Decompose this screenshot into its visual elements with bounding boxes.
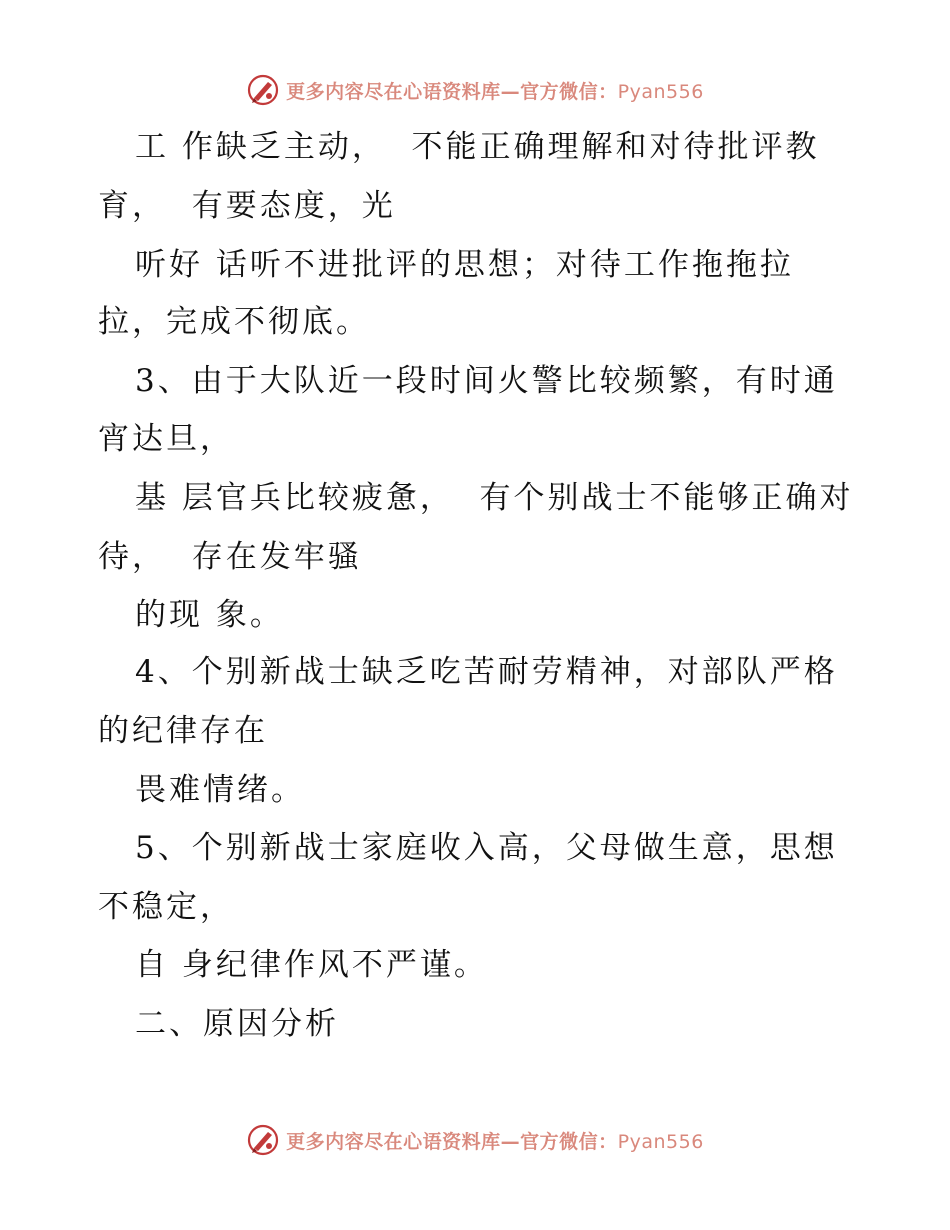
paragraph-line: 基 层官兵比较疲惫， 有个别战士不能够正确对: [135, 480, 854, 516]
footer-watermark: [0, 1120, 950, 1160]
paragraph-line: 听好 话听不进批评的思想；对待工作拖拖拉: [135, 247, 794, 283]
paragraph-line: 宵达旦，: [98, 421, 234, 457]
paragraph-line: 待， 存在发牢骚: [98, 539, 362, 575]
section-heading: 二、原因分析: [135, 1006, 339, 1042]
watermark-text: 更多内容尽在心语资料库—官方微信：Pyan556: [286, 80, 704, 103]
paragraph-line: 3、由于大队近一段时间火警比较频繁，有时通: [135, 363, 838, 399]
paragraph-line: 的纪律存在: [98, 713, 268, 749]
paragraph-line: 的现 象。: [135, 597, 284, 633]
watermark-text: 更多内容尽在心语资料库—官方微信：Pyan556: [286, 1130, 704, 1153]
paragraph-line: 拉，完成不彻底。: [98, 304, 370, 340]
paragraph-line: 畏难情绪。: [135, 772, 305, 808]
paragraph-line: 5、个别新战士家庭收入高，父母做生意，思想: [135, 830, 838, 866]
paragraph-line: 工 作缺乏主动， 不能正确理解和对待批评教: [135, 129, 820, 165]
pen-seal-icon: [246, 1123, 280, 1157]
paragraph-line: 不稳定，: [98, 889, 234, 925]
paragraph-line: 4、个别新战士缺乏吃苦耐劳精神，对部队严格: [135, 654, 838, 690]
paragraph-line: 自 身纪律作风不严谨。: [135, 947, 488, 983]
paragraph-line: 育， 有要态度，光: [98, 188, 396, 224]
